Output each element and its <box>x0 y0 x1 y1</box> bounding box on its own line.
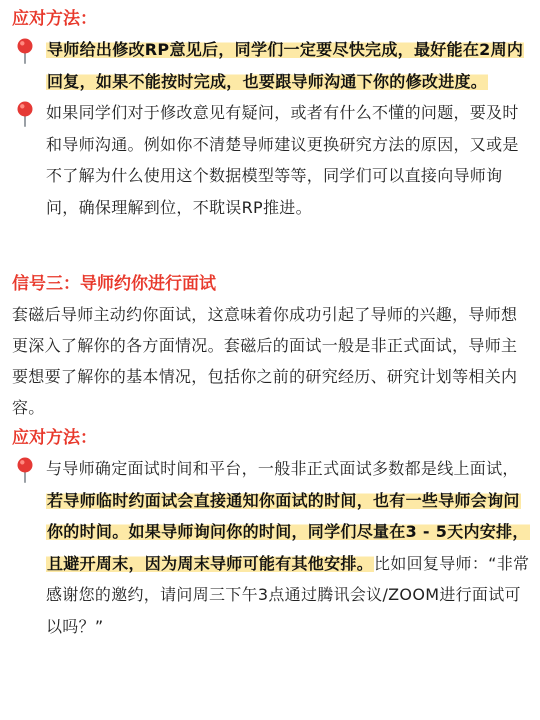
section-heading: 应对方法： <box>12 9 97 29</box>
bullet-text <box>46 34 530 97</box>
pushpin-icon <box>14 38 36 64</box>
pushpin-icon <box>14 101 36 127</box>
pushpin-icon <box>14 457 36 483</box>
bullet-item <box>12 97 530 223</box>
plain-text: 与导师确定面试时间和平台，一般非正式面试多数都是线上面试， <box>46 459 519 478</box>
body-paragraph: 套磁后导师主动约你面试，这意味着你成功引起了导师的兴趣，导师想更深入了解你的各方面情况。套磁后的面试一般是非正式面试，导师主要想要了解你的基本情况，包括你之前的研究经历、研究计划等相关内容。 <box>12 305 518 417</box>
highlighted-text: 导师给出修改RP意见后，同学们一定要尽快完成，最好能在2周内回复，如果不能按时完成，也要跟导师沟通下你的修改进度。 <box>47 40 524 91</box>
bullet-text: 如果同学们对于修改意见有疑问，或者有什么不懂的问题，要及时和导师沟通。例如你不清楚导师建议更换研究方法的原因，又或是不了解为什么使用这个数据模型等等，同学们可以直接向导师询问，确保理解到位，不耽误RP推进。 <box>46 103 519 217</box>
bullet-text <box>46 453 530 642</box>
bullet-item <box>12 34 530 97</box>
plain-text: 比如回复导师：“非常感谢您的邀约，请问周三下午3点通过腾讯会议/ZOOM进行面试可以吗？” <box>46 553 530 636</box>
bullet-item <box>12 453 530 642</box>
section-heading: 应对方法： <box>12 428 97 448</box>
section-title: 信号三：导师约你进行面试 <box>12 274 216 294</box>
highlighted-text: 若导师临时约面试会直接通知你面试的时间，也有一些导师会询问你的时间。如果导师询问你的时间，同学们尽量在3 - 5天内安排，且避开周末，因为周末导师可能有其他安排。 <box>47 490 529 573</box>
